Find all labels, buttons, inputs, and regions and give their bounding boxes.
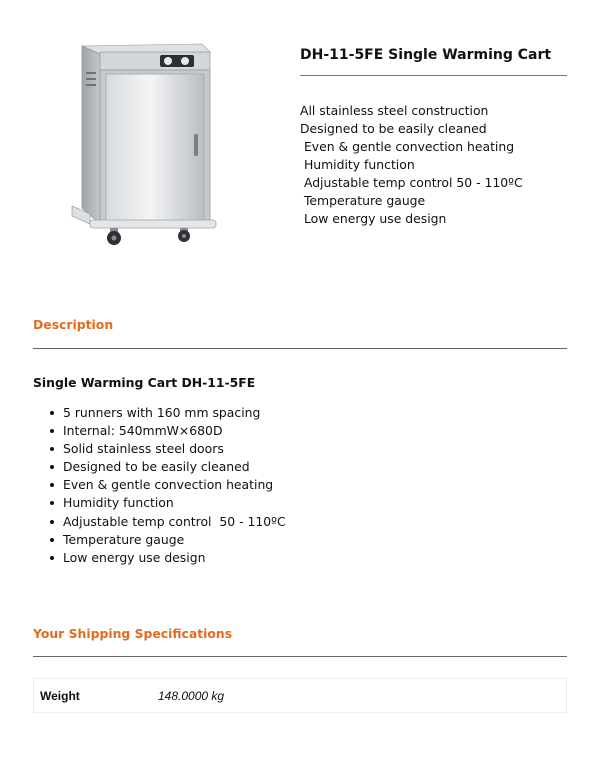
shipping-divider (33, 656, 567, 657)
shipping-heading: Your Shipping Specifications (33, 626, 233, 641)
feature-item: Temperature gauge (300, 193, 426, 208)
description-subheading: Single Warming Cart DH-11-5FE (33, 375, 256, 390)
product-title: DH-11-5FE Single Warming Cart (300, 47, 552, 63)
product-image (62, 38, 222, 248)
description-bullet-list (46, 404, 286, 567)
list-item: Temperature gauge (46, 531, 286, 549)
feature-item: Low energy use design (300, 211, 447, 226)
list-item: Designed to be easily cleaned (46, 458, 286, 476)
spec-label: Weight (34, 679, 153, 713)
description-heading: Description (33, 317, 114, 332)
feature-list (300, 102, 523, 228)
shipping-spec-table (33, 678, 567, 713)
list-item: Low energy use design (46, 549, 286, 567)
feature-item: Designed to be easily cleaned (300, 121, 487, 136)
spec-value: 148.0000 kg (152, 679, 567, 713)
table-row (34, 679, 567, 713)
list-item: Even & gentle convection heating (46, 476, 286, 494)
list-item: Adjustable temp control 50 - 110ºC (46, 513, 286, 531)
title-divider (300, 75, 567, 76)
list-item: Solid stainless steel doors (46, 440, 286, 458)
feature-item: Even & gentle convection heating (300, 139, 515, 154)
description-divider (33, 348, 567, 349)
feature-item: All stainless steel construction (300, 103, 489, 118)
feature-item: Adjustable temp control 50 - 110ºC (300, 175, 523, 190)
list-item: Humidity function (46, 494, 286, 512)
list-item: 5 runners with 160 mm spacing (46, 404, 286, 422)
feature-item: Humidity function (300, 157, 415, 172)
list-item: Internal: 540mmW×680D (46, 422, 286, 440)
